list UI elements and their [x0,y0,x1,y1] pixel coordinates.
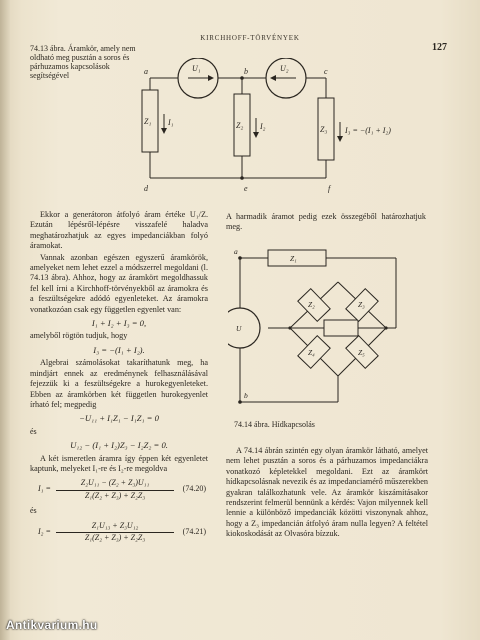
node-d-label: d [144,184,148,193]
left-paragraph-3: amelyből rögtön tudjuk, hogy [30,331,128,341]
eq-74-21-denominator: Z₁(Z₂ + Z₃) + Z₂Z₃ [84,533,146,543]
eq-74-20-lhs: I₁ = [38,484,51,494]
eq-74-21-fraction [56,521,174,544]
word-es-1: és [30,426,37,436]
current-i1-label: I₁ [168,118,174,127]
eq-74-20-numerator: Z₂U₁₁ − (Z₂ + Z₃)U₁₁ [56,478,174,490]
equation-current-sum: I₁ + I₂ + I₃ = 0, [91,318,147,329]
figure-14-caption: 74.14 ábra. Hídkapcsolás [234,420,315,429]
bridge-source-label: U [236,324,242,333]
equation-74-20 [30,478,208,502]
bridge-z4-label: Z₄ [308,348,315,357]
eq-74-20-number: (74.20) [182,484,206,494]
bridge-z3-label: Z₃ [358,300,365,309]
eq-74-21-lhs: I₂ = [38,526,51,536]
word-es-2: és [30,506,37,516]
running-title: KIRCHHOFF-TÖRVÉNYEK [200,34,300,42]
watermark-logo: Antikvarium.hu [6,618,98,632]
node-e-label: e [244,184,248,193]
source-u1-label: U₁ [192,64,201,73]
figure-13-caption: 74.13 ábra. Áramkör, amely nem oldható meg pusztán a soros és párhuzamos kapcsolások segítségével [30,44,136,80]
eq-74-20-denominator: Z₁(Z₂ + Z₃) + Z₂Z₃ [84,490,146,500]
right-column [226,446,428,541]
node-b-label: b [244,67,248,76]
bridge-intro [226,212,426,234]
impedance-z2-label: Z₂ [236,121,244,130]
equation-74-21 [30,521,208,545]
left-paragraph-5: A két ismeretlen áramra így éppen két egyenletet kaptunk, melyeket I₁-re és I₂-re megoldva [30,453,208,473]
left-paragraph-1: Ekkor a generátoron átfolyó áram értéke U₁/Z. Ezután lépésről-lépésre visszafelé haladva meghatározhatjuk az egyes impedanciákban folyó áramokat. [30,210,208,251]
node-f-label: f [328,184,331,193]
equation-loop-1: −U₁₁ + I₁Z₁ − I₁Z₁ = 0 [79,413,159,424]
equation-i3: I₃ = −(I₁ + I₂). [93,344,145,355]
bridge-z2-label: Z₂ [308,300,315,309]
eq-74-21-numerator: Z₁U₁₃ + Z₃U₁₂ [56,521,174,533]
source-u2-label: U₂ [280,64,289,73]
bridge-node-a-label: a [234,247,238,256]
book-spine-shadow [0,0,10,640]
bridge-z5-label: Z₅ [358,348,365,357]
impedance-z3-label: Z₃ [320,125,328,134]
eq-74-21-number: (74.21) [182,526,206,536]
bridge-intro-text: A harmadik áramot pedig ezek összegéből határozhatjuk meg. [226,212,426,232]
node-c-label: c [324,67,328,76]
bridge-circuit-diagram [228,246,418,416]
current-i2-label: I₂ [260,122,266,131]
equation-loop-2: U₁₂ − (I₁ + I₂)Z₃ − I₂Z₂ = 0. [70,440,168,451]
current-i3-label: I₃ = −(I₁ + I₂) [345,126,391,135]
circuit-diagram-74-13 [140,58,420,198]
eq-74-20-fraction [56,478,174,501]
right-paragraph-1: A 74.14 ábrán szintén egy olyan áramkör látható, amelyet nem lehet pusztán a soros és a párhuzamos impedanciákra vonatkozó képletekkel megoldani. Ezt az áramkört hídkapcsolásnak nevezik és az impedanciamérő műszerekben gyakran találkozhatunk vele. Az áramkör kiszámításakor rendszerint felmerül bennünk a kérdés: Vajon milyennek kell lennie a különböző impedanciák közötti viszonynak ahhoz, hogy a Z₃ impedancián átfolyó áram nulla legyen? A feltétel kiokoskodását az Olvasóra bízzuk. [226,446,428,539]
left-paragraph-4: Algebrai számolásokat takaríthatunk meg, ha mindjárt ennek az eredménynek felhasználásával fejezzük ki a feszültségekre a hurokegyenleteket. Ebben az áramkörben két független hurokegyenlet írható fel; megpedig [30,358,208,409]
node-a-label: a [144,67,148,76]
left-column [30,210,208,549]
bridge-node-b-label: b [244,391,248,400]
bridge-z1-label: Z₁ [290,254,297,263]
left-paragraph-2: Vannak azonban egészen egyszerű áramkörök, amelyeket nem lehet ezzel a módszerrel megoldani (l. 74.13 ábra). Ahhoz, hogy az áramkört megoldhassuk fel kell írni a Kirchhoff-törvényekből az áramokra és a feszültségekre adódó egyenleteket. Az áramokra vonatkozóan csak egy független egyenlet van: [30,252,208,314]
impedance-z1-label: Z₁ [144,117,152,126]
page-number: 127 [432,42,447,53]
